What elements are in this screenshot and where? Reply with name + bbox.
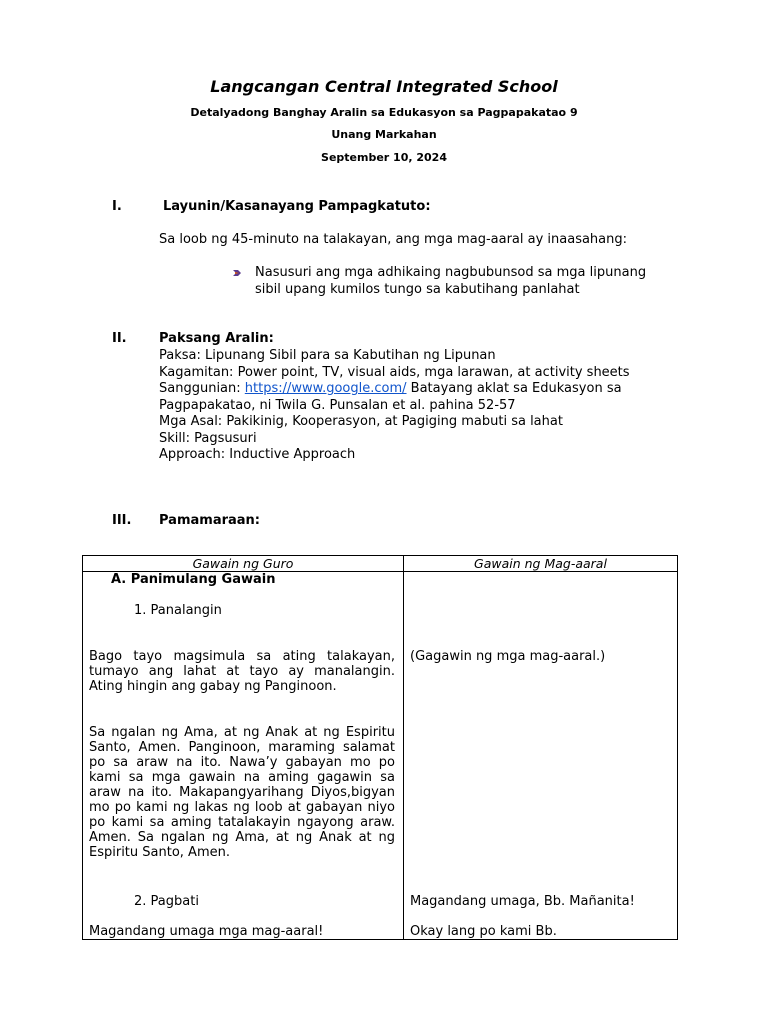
magaaral-prayer: (Gagawin ng mga mag-aaral.) (410, 649, 606, 664)
reference-link[interactable]: https://www.google.com/ (244, 381, 407, 396)
approach-line: Approach: Inductive Approach (159, 447, 356, 462)
guro-prayer-intro: Bago tayo magsimula sa ating talakayan, tumayo ang lahat at tayo ay manalangin. Ating hingin ang gabay ng Panginoon. (89, 649, 395, 694)
magaaral-cell (404, 572, 678, 940)
column-header-magaaral: Gawain ng Mag-aaral (404, 556, 678, 572)
guro-greeting: Magandang umaga mga mag-aaral! (89, 924, 324, 939)
part-a-heading: A. Panimulang Gawain (111, 572, 276, 587)
section-1-title: Layunin/Kasanayang Pampagkatuto: (163, 199, 431, 214)
table-row (83, 572, 678, 940)
section-3-title: Pamamaraan: (159, 513, 260, 528)
kagamitan-line: Kagamitan: Power point, TV, visual aids, mga larawan, at activity sheets (159, 364, 630, 380)
arrow-bullet-icon (232, 268, 242, 278)
section-2-title: Paksang Aralin: (159, 331, 274, 346)
guro-cell (83, 572, 404, 940)
guro-prayer-text: Sa ngalan ng Ama, at ng Anak at ng Espiritu Santo, Amen. Panginoon, maraming salamat po sa araw na ito. Nawa’y gabayan mo po kami sa mga gawain na aming gagawin sa araw na ito. Makapangyarihang Diyos,bigyan mo po kami ng lakas ng loob at gabayan niyo po kami sa aming tatalakayin ngayong araw. Amen. Sa ngalan ng Ama, at ng Anak at ng Espiritu Santo, Amen. (89, 725, 395, 860)
paksa-line: Paksa: Lipunang Sibil para sa Kabutihan ng Lipunan (159, 348, 496, 363)
school-name: Langcangan Central Integrated School (210, 77, 558, 96)
column-header-guro: Gawain ng Guro (83, 556, 404, 572)
sanggunian-label: Sanggunian: (159, 381, 245, 396)
sanggunian-line (159, 381, 679, 414)
objectives-intro: Sa loob ng 45-minuto na talakayan, ang mga mag-aaral ay inaasahang: (159, 232, 628, 247)
quarter-label: Unang Markahan (331, 128, 437, 141)
magaaral-reply: Okay lang po kami Bb. (410, 924, 557, 939)
section-2-number: II. (112, 331, 127, 346)
section-3-number: III. (112, 513, 132, 528)
magaaral-greeting: Magandang umaga, Bb. Mañanita! (410, 894, 635, 909)
item-panalangin: 1. Panalangin (134, 603, 222, 618)
table-header-row (83, 556, 678, 572)
section-1-number: I. (112, 199, 122, 214)
skill-line: Skill: Pagsusuri (159, 430, 257, 446)
item-pagbati: 2. Pagbati (134, 894, 199, 909)
date-label: September 10, 2024 (321, 151, 447, 164)
objective-bullet-text: Nasusuri ang mga adhikaing nagbubunsod sa mga lipunang sibil upang kumilos tungo sa kabutihang panlahat (255, 265, 647, 297)
sanggunian-rest: Batayang aklat sa Edukasyon sa Pagpapakatao, ni Twila G. Punsalan et al. pahina 52-57 (159, 381, 622, 413)
subject-matter-block (159, 348, 679, 464)
procedure-table (82, 555, 678, 940)
lesson-plan-title: Detalyadong Banghay Aralin sa Edukasyon sa Pagpapakatao 9 (190, 106, 578, 119)
mga-asal-line: Mga Asal: Pakikinig, Kooperasyon, at Pagiging mabuti sa lahat (159, 414, 563, 429)
